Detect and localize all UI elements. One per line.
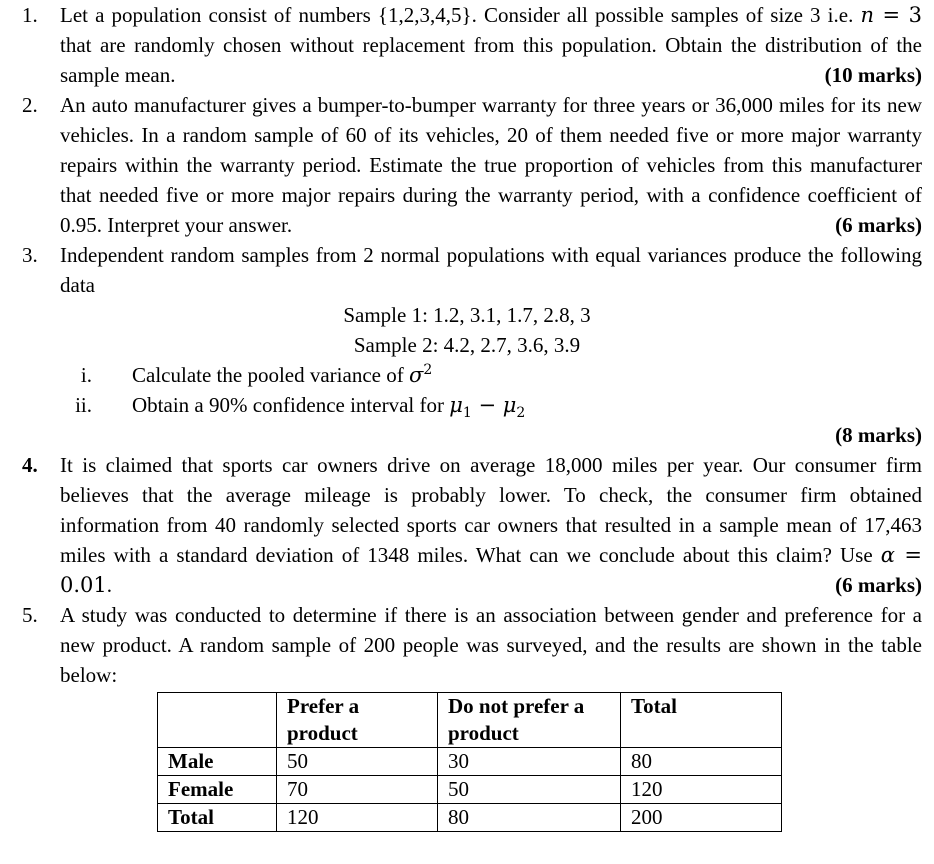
table-cell: 200 [621, 804, 782, 832]
math-minus: − [471, 393, 503, 417]
subpart-number: ii. [75, 393, 92, 417]
table-cell: 30 [438, 748, 621, 776]
math-subscript-2: 2 [516, 405, 526, 422]
math-equals: = 0.01 [60, 543, 922, 597]
question-number: 4. [22, 453, 38, 477]
table-row-label: Male [158, 748, 277, 776]
subpart-number: i. [80, 363, 92, 387]
table-cell: 80 [621, 748, 782, 776]
table-cell: 70 [277, 776, 438, 804]
table-header-row [158, 693, 782, 748]
question-text: An auto manufacturer gives a bumper-to-bumper warranty for three years or 36,000 miles for its new vehicles. In a random sample of 60 of its vehicles, 20 of them needed five or more major warranty repairs within the warranty period. Estimate the true proportion of vehicles from this manufacturer that needed five or more major repairs during the warranty period, with a confidence coefficient of 0.95. Interpret your answer. [60, 93, 922, 237]
contingency-table [157, 692, 782, 832]
table-header-cell: Prefer a product [277, 693, 438, 748]
question-5 [0, 600, 934, 690]
question-number: 5. [22, 603, 38, 627]
question-text: It is claimed that sports car owners drive on average 18,000 miles per year. Our consumer firm believes that the average mileage is probably lower. To check, the consumer firm obtained information from 40 randomly selected sports car owners that resulted in a sample mean of 17,463 miles with a standard deviation of 1348 miles. What can we conclude about this claim? Use [60, 453, 922, 567]
table-row-label: Female [158, 776, 277, 804]
sample-2-data: Sample 2: 4.2, 2.7, 3.6, 3.9 [353, 333, 581, 357]
math-sigma: σ [408, 363, 424, 387]
question-1 [0, 0, 934, 90]
sample-1-data: Sample 1: 1.2, 3.1, 1.7, 2.8, 3 [343, 303, 591, 327]
question-text-end: . [106, 573, 113, 597]
question-4 [0, 450, 934, 600]
table-cell: 50 [277, 748, 438, 776]
table-cell: 80 [438, 804, 621, 832]
table-header-cell: Total [621, 693, 782, 748]
question-number: 3. [22, 243, 38, 267]
subpart-i [0, 360, 934, 390]
marks-label: (6 marks) [835, 213, 922, 237]
question-number: 1. [22, 3, 38, 27]
math-subscript-1: 1 [462, 405, 472, 422]
table-row [158, 804, 782, 832]
table-row-label: Total [158, 804, 277, 832]
table-header-cell: Do not prefer a product [438, 693, 621, 748]
subpart-text: Obtain a 90% confidence interval for [132, 393, 450, 417]
table-row [158, 748, 782, 776]
question-text: Independent random samples from 2 normal populations with equal variances produce the following data [60, 243, 922, 297]
math-superscript: 2 [423, 362, 433, 378]
table-header-cell [158, 693, 277, 748]
table-row [158, 776, 782, 804]
subpart-text: Calculate the pooled variance of [132, 363, 409, 387]
table-cell: 50 [438, 776, 621, 804]
math-mu-1: μ [449, 393, 463, 417]
marks-label: (10 marks) [824, 63, 922, 87]
subpart-ii [0, 390, 934, 420]
question-text: A study was conducted to determine if there is an association between gender and preference for a new product. A random sample of 200 people was surveyed, and the results are shown in the table below: [60, 603, 922, 687]
question-text-cont: that are randomly chosen without replacement from this population. Obtain the distribution of the sample mean. [60, 33, 922, 87]
marks-label: (6 marks) [835, 573, 922, 597]
marks-label: (8 marks) [835, 423, 922, 447]
question-3 [0, 240, 934, 300]
question-2 [0, 90, 934, 240]
math-alpha: α [880, 543, 895, 567]
math-equals: = 3 [873, 3, 922, 27]
table-cell: 120 [277, 804, 438, 832]
question-text: Let a population consist of numbers {1,2,3,4,5}. Consider all possible samples of size 3 i.e. [60, 3, 854, 27]
math-n: n [860, 3, 874, 27]
table-cell: 120 [621, 776, 782, 804]
question-number: 2. [22, 93, 38, 117]
math-mu-2: μ [502, 393, 517, 417]
